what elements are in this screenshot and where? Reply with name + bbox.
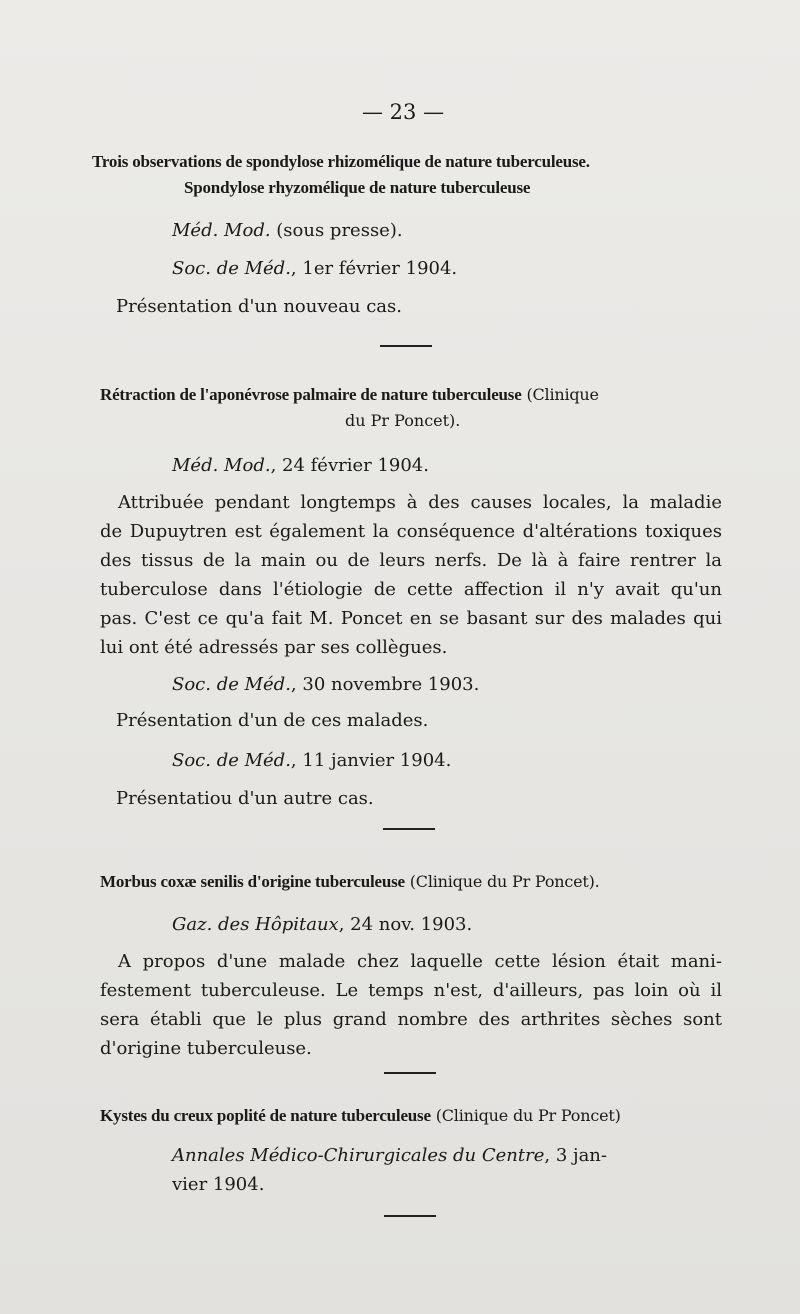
journal-name: Soc. de Méd. [172, 674, 291, 695]
section-2-ref-1 [172, 455, 429, 476]
paragraph-line: sera établi que le plus grand nombre des arthrites sèches sont [100, 1009, 722, 1030]
section-2-title-rest: (Clinique [521, 385, 599, 404]
section-divider [383, 828, 435, 830]
paragraph-line: de Dupuytren est également la conséquence d'altérations toxiques [100, 521, 722, 542]
journal-name: Soc. de Méd. [172, 750, 291, 771]
paragraph-line: A propos d'une malade chez laquelle cette lésion était mani- [118, 951, 722, 972]
journal-name: Méd. Mod. [172, 220, 271, 241]
section-2-title [100, 385, 599, 405]
section-divider [384, 1072, 436, 1074]
section-1-note: Présentation d'un nouveau cas. [116, 296, 402, 317]
paragraph-line: pas. C'est ce qu'a fait M. Poncet en se basant sur des malades qui [100, 608, 722, 629]
paragraph-line: Attribuée pendant longtemps à des causes locales, la maladie [118, 492, 722, 513]
section-divider [380, 345, 432, 347]
section-2-note-2: Présentation d'un de ces malades. [116, 710, 429, 731]
section-2-ref-3 [172, 750, 451, 771]
journal-name: Méd. Mod. [172, 455, 271, 476]
section-2-title-bold: Rétraction de l'aponévrose palmaire de nature tuberculeuse [100, 385, 522, 404]
section-4-title-bold: Kystes du creux poplité de nature tuberculeuse [100, 1106, 431, 1125]
section-4-ref-line2: vier 1904. [172, 1174, 265, 1195]
section-2-note-3: Présentatiou d'un autre cas. [116, 788, 374, 809]
section-1-ref-2 [172, 258, 457, 279]
journal-name: Gaz. des Hôpitaux [172, 914, 339, 935]
journal-name: Soc. de Méd. [172, 258, 291, 279]
page-number: — 23 — [362, 100, 445, 124]
section-3-ref [172, 914, 472, 935]
section-2-ref-2 [172, 674, 479, 695]
paragraph-line: lui ont été adressés par ses collègues. [100, 637, 448, 658]
section-4-title-rest: (Clinique du Pr Poncet) [430, 1106, 621, 1125]
section-1-title-line2: Spondylose rhyzomélique de nature tuberculeuse [184, 178, 531, 197]
ref-detail: (sous presse). [270, 220, 403, 241]
ref-detail: , 1er février 1904. [290, 258, 458, 279]
ref-detail: , 3 jan- [544, 1145, 607, 1166]
ref-detail: , 11 janvier 1904. [290, 750, 452, 771]
section-1-ref-1 [172, 220, 403, 241]
section-1-title-line1: Trois observations de spondylose rhizomélique de nature tuberculeuse. [92, 152, 590, 171]
paragraph-line: des tissus de la main ou de leurs nerfs. De là à faire rentrer la [100, 550, 722, 571]
ref-detail: , 24 février 1904. [270, 455, 429, 476]
journal-name: Annales Médico-Chirurgicales du Centre [172, 1145, 545, 1166]
paragraph-line: d'origine tuberculeuse. [100, 1038, 312, 1059]
section-divider [384, 1215, 436, 1217]
section-3-title [100, 872, 600, 892]
section-2-title-line2: du Pr Poncet). [345, 411, 461, 430]
paragraph-line: festement tuberculeuse. Le temps n'est, d'ailleurs, pas loin où il [100, 980, 722, 1001]
paragraph-line: tuberculose dans l'étiologie de cette affection il n'y avait qu'un [100, 579, 722, 600]
section-3-title-rest: (Clinique du Pr Poncet). [404, 872, 600, 891]
section-4-ref-line1 [172, 1145, 607, 1166]
section-3-title-bold: Morbus coxæ senilis d'origine tuberculeuse [100, 872, 405, 891]
ref-detail: , 30 novembre 1903. [290, 674, 480, 695]
ref-detail: , 24 nov. 1903. [338, 914, 473, 935]
section-4-title [100, 1106, 621, 1126]
